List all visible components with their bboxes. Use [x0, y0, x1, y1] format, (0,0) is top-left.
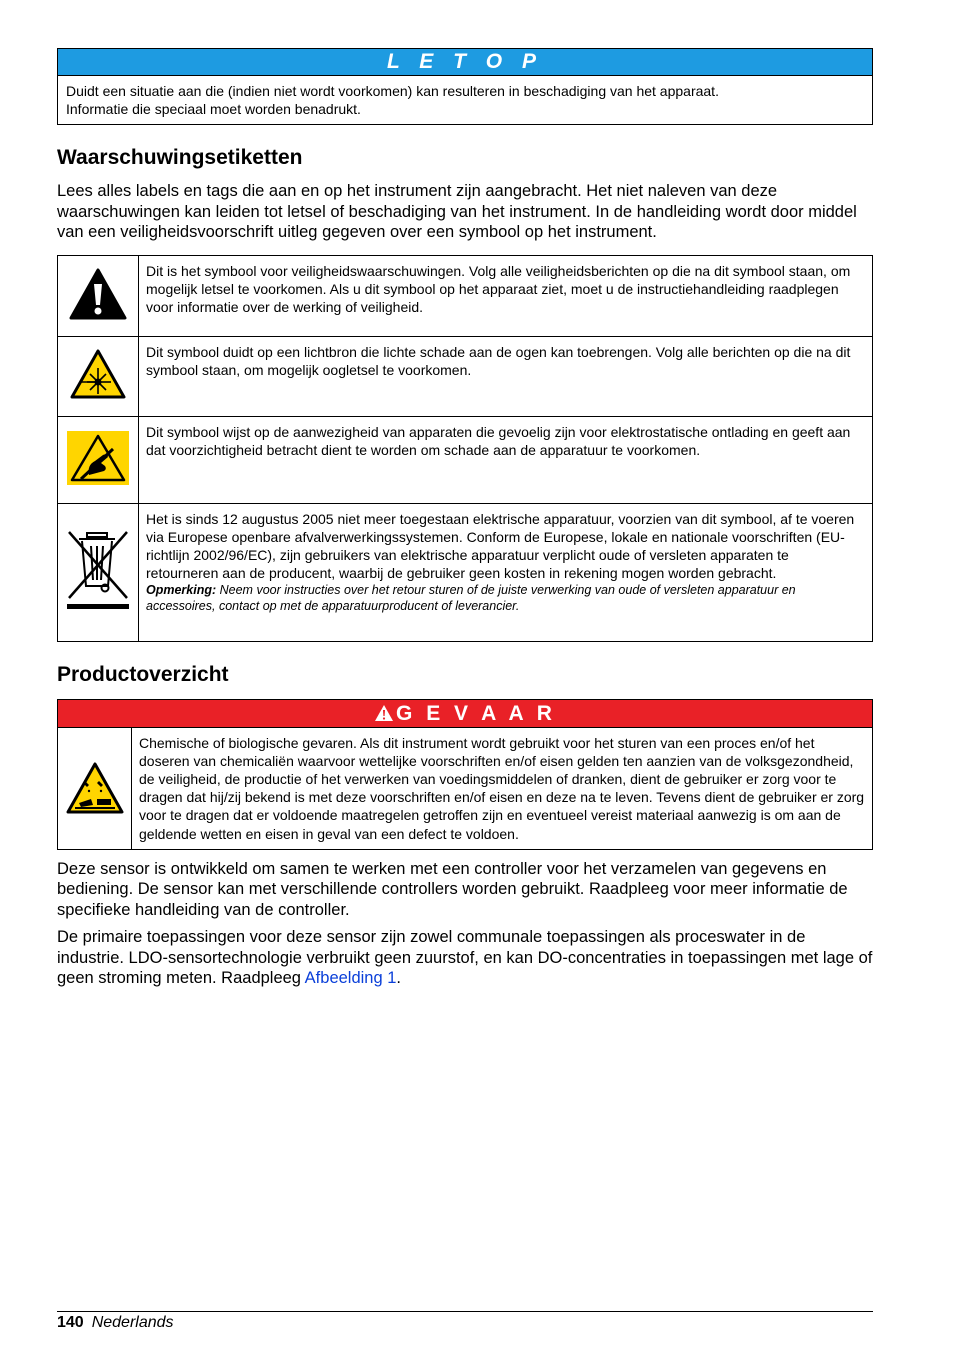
paragraph-2-end: .	[396, 969, 402, 988]
weee-description	[139, 503, 873, 641]
notice-body	[58, 76, 872, 124]
symbol-description: Dit is het symbool voor veiligheidswaarschuwingen. Volg alle veiligheidsberichten op die na dit symbool staan, om mogelijk letsel te voorkomen. Als u dit symbool op het apparaat ziet, moet u de instructiehandleiding raadplegen voor informatie over de werking of veiligheid.	[139, 255, 873, 336]
table-row	[58, 503, 873, 641]
notice-line-2: Informatie die speciaal moet worden benadrukt.	[66, 101, 361, 117]
weee-crossed-bin-icon	[58, 503, 139, 641]
page-number: 140	[57, 1314, 84, 1331]
corrosive-hazard-icon	[58, 728, 132, 849]
section-heading-waarschuwingsetiketten: Waarschuwingsetiketten	[57, 146, 303, 169]
note-label: Opmerking:	[146, 582, 217, 597]
esd-hazard-icon	[58, 416, 139, 503]
symbol-description: Dit symbool wijst op de aanwezigheid van apparaten die gevoelig zijn voor elektrostatische ontlading en geeft aan dat voorzichtigheid betracht dient te worden om schade aan de apparatuur te voorkomen.	[139, 416, 873, 503]
section2-paragraph-2	[57, 927, 873, 989]
danger-header	[58, 700, 872, 728]
notice-box	[57, 48, 873, 125]
section2-paragraph-1: Deze sensor is ontwikkeld om samen te werken met een controller voor het verzamelen van gegevens en bediening. De sensor kan met verschillende controllers worden gebruikt. Raadpleeg voor meer informatie de specifieke handleiding van de controller.	[57, 859, 848, 919]
afbeelding-1-link[interactable]: Afbeelding 1	[304, 969, 397, 988]
footer-divider	[57, 1311, 873, 1312]
danger-warning-icon	[374, 704, 394, 722]
danger-box	[57, 699, 873, 850]
notice-title: L E T O P	[58, 49, 872, 76]
symbol-description: Dit symbool duidt op een lichtbron die lichte schade aan de ogen kan toebrengen. Volg alle berichten op die na dit symbool staan, om mogelijk oogletsel te voorkomen.	[139, 336, 873, 416]
weee-note	[146, 582, 865, 614]
table-row	[58, 416, 873, 503]
laser-hazard-icon	[58, 336, 139, 416]
symbol-description: Het is sinds 12 augustus 2005 niet meer toegestaan elektrische apparatuur, voorzien van dit symbool, af te voeren via Europese openbare afvalverwerkingssystemen. Conform de Europese, lokale en nationale voorschriften (EU-richtlijn 2002/96/EC), zijn gebruikers van elektrische apparatuur verplicht oude of versleten apparaten te retourneren aan de producent, waarbij de gebruiker geen kosten in rekening mogen worden gebracht.	[146, 510, 855, 581]
paragraph-2-text: De primaire toepassingen voor deze sensor zijn zowel communale toepassingen als proceswater in de industrie. LDO-sensortechnologie verbruikt geen zuurstof, en kan DO-concentraties in toepassingen met lage of geen stroming meten. Raadpleeg	[57, 928, 873, 988]
notice-line-1: Duidt een situatie aan die (indien niet wordt voorkomen) kan resulteren in beschadiging van het apparaat.	[66, 83, 719, 99]
symbol-table	[57, 255, 873, 642]
warning-triangle-icon	[58, 255, 139, 336]
section-heading-productoverzicht: Productoverzicht	[57, 662, 229, 686]
danger-content	[58, 728, 872, 849]
section1-intro: Lees alles labels en tags die aan en op het instrument zijn aangebracht. Het niet naleven van deze waarschuwingen kan leiden tot letsel of beschadiging van het instrument. In de handleiding wordt door middel van een veiligheidsvoorschrift uitleg gegeven over een symbool op het instrument.	[57, 182, 857, 241]
table-row	[58, 255, 873, 336]
note-text: Neem voor instructies over het retour sturen of de juiste verwerking van oude of versleten apparatuur en accessoires, contact op met de apparatuurproducent of leverancier.	[146, 582, 796, 613]
danger-text: Chemische of biologische gevaren. Als dit instrument wordt gebruikt voor het sturen van een proces en/of het doseren van chemicaliën waarvoor wettelijke voorschriften en/of eisen gelden ten aanzien van de volksgezondheid, de veiligheid, de productie of het verwerken van voedingsmiddelen of dranken, dient de gebruiker er zorg voor te dragen dat hij/zij bekend is met deze voorschriften en/of eisen en deze na te leven. Tevens dient de gebruiker er zorg voor te dragen dat er voldoende maatregelen getroffen zijn en eventueel vereist materiaal aanwezig is om aan de geldende wetten en eisen in geval van een defect te voldoen.	[139, 734, 865, 842]
table-row	[58, 336, 873, 416]
danger-title: G E V A A R	[396, 701, 556, 725]
footer-language: Nederlands	[91, 1314, 174, 1331]
page-footer	[57, 1313, 174, 1333]
page	[57, 48, 873, 989]
